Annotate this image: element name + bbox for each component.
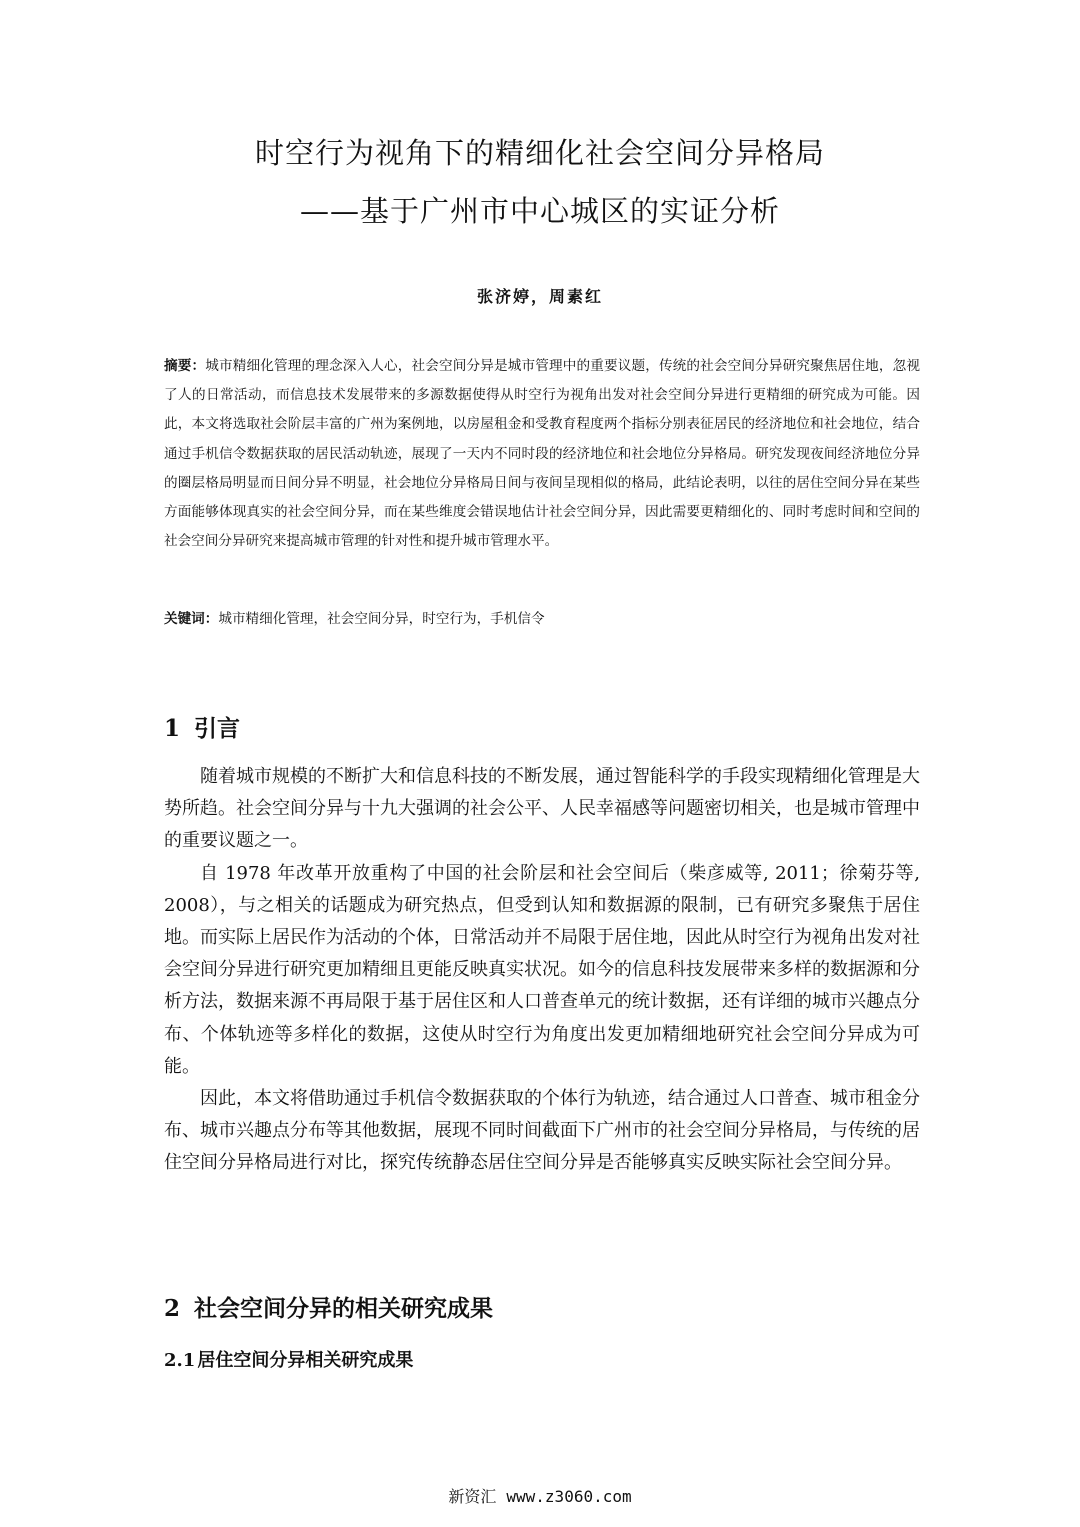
introduction-body <box>164 761 920 1180</box>
paper-title: 时空行为视角下的精细化社会空间分异格局 <box>254 136 825 170</box>
page-footer <box>0 1484 1080 1507</box>
section-title: 引言 <box>194 715 241 742</box>
keywords-text: 城市精细化管理，社会空间分异，时空行为，手机信令 <box>218 611 545 627</box>
abstract-text: 城市精细化管理的理念深入人心，社会空间分异是城市管理中的重要议题，传统的社会空间分异研究聚焦居住地，忽视了人的日常活动，而信息技术发展带来的多源数据使得从时空行为视角出发对社会空间分异进行更精细的研究成为可能。因此，本文将选取社会阶层丰富的广州为案例地，以房屋租金和受教育程度两个指标分别表征居民的经济地位和社会地位，结合通过手机信令数据获取的居民活动轨迹，展现了一天内不同时段的经济地位和社会地位分异格局。研究发现夜间经济地位分异的圈层格局明显而日间分异不明显，社会地位分异格局日间与夜间呈现相似的格局，此结论表明，以往的居住空间分异在某些方面能够体现真实的社会空间分异，而在某些维度会错误地估计社会空间分异，因此需要更精细化的、同时考虑时间和空间的社会空间分异研究来提高城市管理的针对性和提升城市管理水平。 <box>164 358 921 550</box>
section-heading-introduction <box>164 710 240 743</box>
section-number: 1 <box>164 715 181 742</box>
section-title: 社会空间分异的相关研究成果 <box>194 1295 494 1322</box>
abstract-label: 摘要： <box>164 358 206 374</box>
footer-site-name: 新资汇 <box>448 1487 497 1506</box>
paragraph: 自 1978 年改革开放重构了中国的社会阶层和社会空间后（柴彦威等, 2011；徐菊芬等, 2008），与之相关的话题成为研究热点，但受到认知和数据源的限制，已有研究多聚焦于居住地。而实际上居民作为活动的个体，日常活动并不局限于居住地，因此从时空行为视角出发对社会空间分异进行研究更加精细且更能反映真实状况。如今的信息科技发展带来多样的数据源和分析方法，数据来源不再局限于基于居住区和人口普查单元的统计数据，还有详细的城市兴趣点分布、个体轨迹等多样化的数据，这使从时空行为角度出发更加精细地研究社会空间分异成为可能。 <box>164 862 920 1077</box>
author-list: 张济婷，周素红 <box>476 287 603 306</box>
footer-url[interactable]: www.z3060.com <box>506 1487 632 1506</box>
section-number: 2 <box>164 1295 181 1322</box>
keywords-label: 关键词： <box>164 611 219 627</box>
subsection-number: 2.1 <box>164 1350 196 1371</box>
paper-subtitle: ——基于广州市中心城区的实证分析 <box>299 194 780 228</box>
paragraph: 随着城市规模的不断扩大和信息科技的不断发展，通过智能科学的手段实现精细化管理是大势所趋。社会空间分异与十九大强调的社会公平、人民幸福感等问题密切相关，也是城市管理中的重要议题之一。 <box>164 766 920 852</box>
paragraph: 因此，本文将借助通过手机信令数据获取的个体行为轨迹，结合通过人口普查、城市租金分布、城市兴趣点分布等其他数据，展现不同时间截面下广州市的社会空间分异格局，与传统的居住空间分异格局进行对比，探究传统静态居住空间分异是否能够真实反映实际社会空间分异。 <box>164 1088 920 1174</box>
subsection-title: 居住空间分异相关研究成果 <box>197 1350 414 1371</box>
abstract <box>164 352 920 556</box>
subsection-heading <box>164 1346 413 1372</box>
keywords <box>164 606 920 632</box>
section-heading-related-research <box>164 1290 493 1323</box>
